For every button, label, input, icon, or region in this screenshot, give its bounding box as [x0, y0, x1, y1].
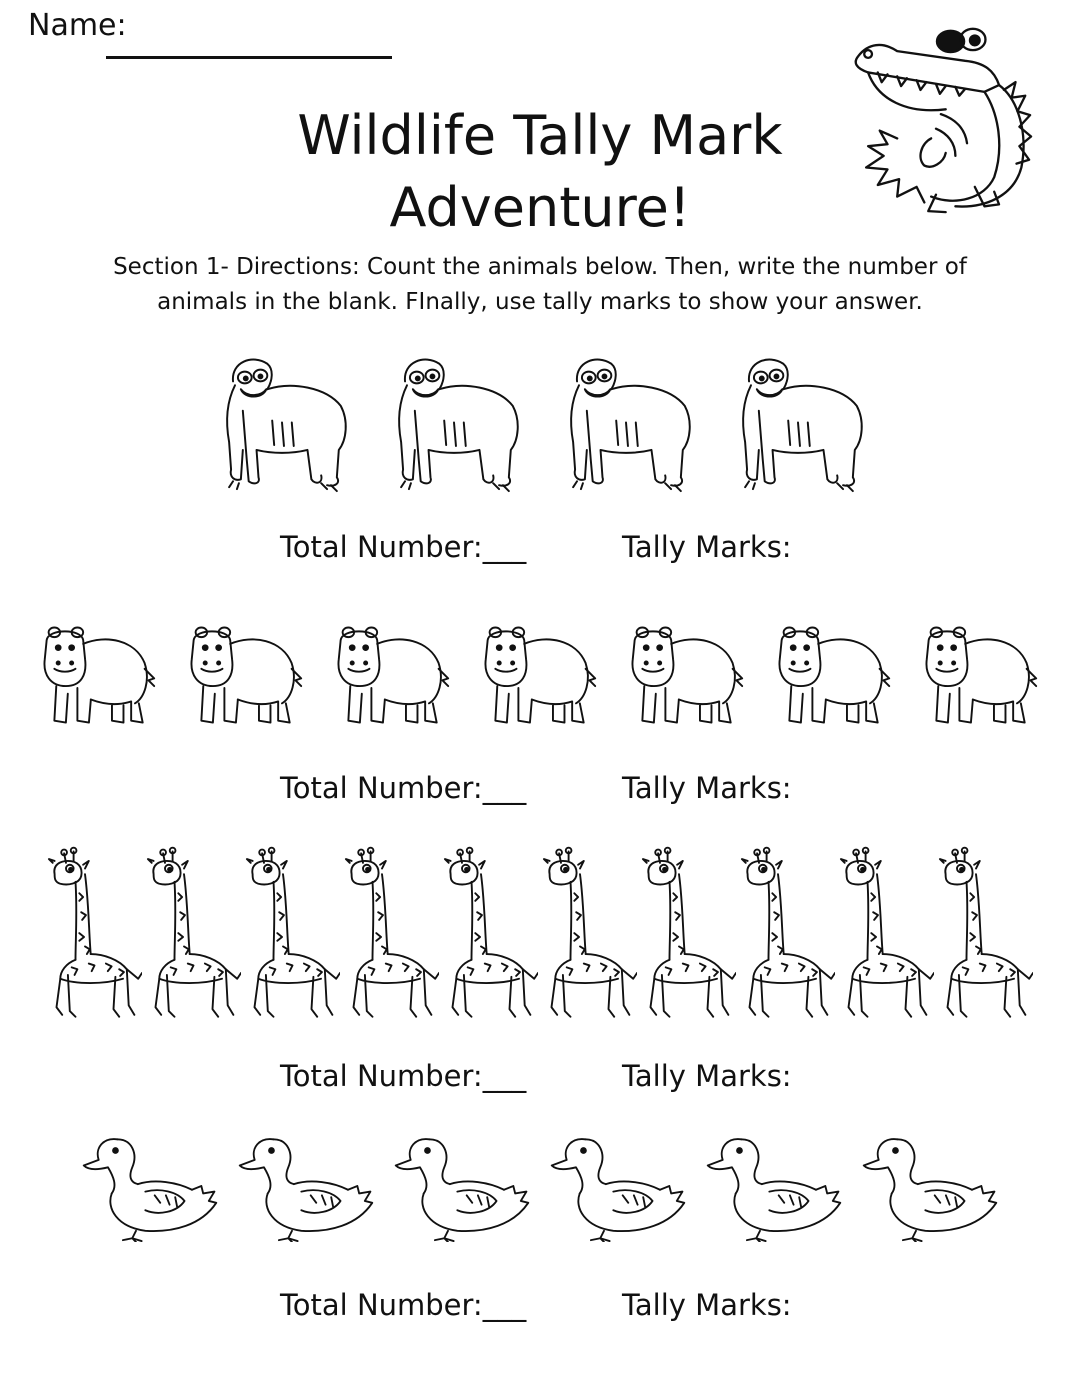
- giraffe-icon: [47, 845, 142, 1027]
- hippo-icon: [480, 620, 600, 732]
- title-line-1: Wildlife Tally Mark: [297, 104, 783, 167]
- directions: [70, 250, 1010, 320]
- duck-icon: [236, 1130, 376, 1242]
- giraffe-icon: [443, 845, 538, 1027]
- duck-icon: [80, 1130, 220, 1242]
- duck-icon: [548, 1130, 688, 1242]
- hippo-icon: [627, 620, 747, 732]
- animal-row-gorillas: [0, 352, 1080, 494]
- title-line-2: Adventure!: [389, 176, 691, 239]
- name-label: Name:: [28, 8, 127, 43]
- animal-row-ducks: [0, 1130, 1080, 1242]
- name-blank-line[interactable]: [106, 56, 392, 59]
- tally-marks-field[interactable]: Tally Marks:: [622, 1288, 792, 1322]
- hippo-icon: [774, 620, 894, 732]
- hippo-icon: [39, 620, 159, 732]
- hippo-icon: [333, 620, 453, 732]
- gorilla-icon: [729, 352, 867, 494]
- tally-marks-field[interactable]: Tally Marks:: [622, 530, 792, 564]
- crocodile-icon: [838, 22, 1034, 216]
- duck-icon: [392, 1130, 532, 1242]
- giraffe-icon: [146, 845, 241, 1027]
- total-number-field[interactable]: Total Number:___: [280, 771, 527, 805]
- page-title: [200, 100, 880, 244]
- gorilla-icon: [213, 352, 351, 494]
- gorilla-icon: [385, 352, 523, 494]
- animal-row-giraffes: [0, 845, 1080, 1027]
- gorilla-icon: [557, 352, 695, 494]
- animal-row-hippos: [0, 620, 1080, 732]
- giraffe-icon: [344, 845, 439, 1027]
- hippo-icon: [921, 620, 1041, 732]
- giraffe-icon: [938, 845, 1033, 1027]
- tally-marks-field[interactable]: Tally Marks:: [622, 771, 792, 805]
- giraffe-icon: [245, 845, 340, 1027]
- tally-marks-field[interactable]: Tally Marks:: [622, 1059, 792, 1093]
- directions-line-2: animals in the blank. FInally, use tally marks to show your answer.: [157, 289, 923, 315]
- duck-icon: [704, 1130, 844, 1242]
- giraffe-icon: [542, 845, 637, 1027]
- total-number-field[interactable]: Total Number:___: [280, 1059, 527, 1093]
- directions-line-1: Section 1- Directions: Count the animals below. Then, write the number of: [113, 254, 967, 280]
- total-number-field[interactable]: Total Number:___: [280, 1288, 527, 1322]
- giraffe-icon: [740, 845, 835, 1027]
- hippo-icon: [186, 620, 306, 732]
- duck-icon: [860, 1130, 1000, 1242]
- giraffe-icon: [839, 845, 934, 1027]
- total-number-field[interactable]: Total Number:___: [280, 530, 527, 564]
- giraffe-icon: [641, 845, 736, 1027]
